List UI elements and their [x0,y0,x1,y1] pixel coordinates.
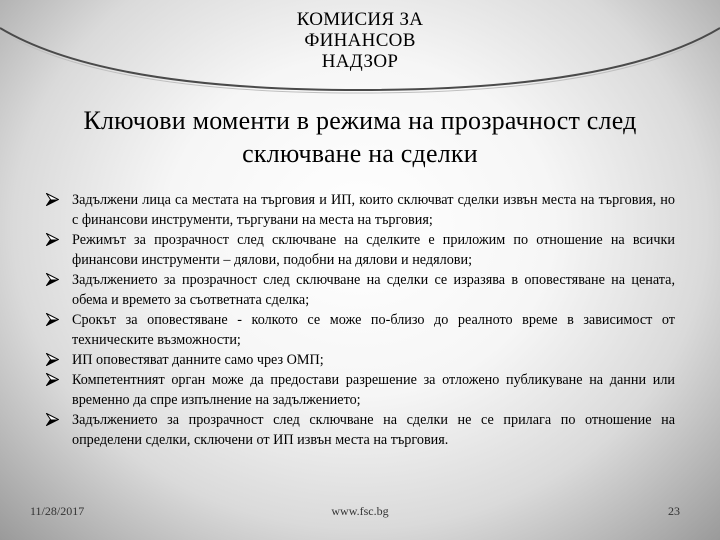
organization-name-line2: ФИНАНСОВ [304,30,416,51]
arrowhead-bullet-icon [46,413,59,426]
bullet-list [46,190,675,450]
arrowhead-bullet-icon [46,233,59,246]
bullet-item [46,370,675,410]
bullet-item [46,310,675,350]
footer-date: 11/28/2017 [30,504,85,518]
bullet-item [46,230,675,270]
bullet-text: ИП оповестяват данните само чрез ОМП; [72,352,324,368]
bullet-item [46,190,675,230]
slide-title-line2: сключване на сделки [242,139,478,168]
header-banner [0,0,720,95]
organization-name-line1: КОМИСИЯ ЗА [296,9,424,30]
footer-page-number: 23 [668,504,680,518]
bullet-text: Задължението за прозрачност след сключване на сделки се изразява в оповестяване на цената, обема и времето за съответната сделка; [72,272,675,308]
bullet-text: Срокът за оповестяване - колкото се може по-близо до реалното време в зависимост от техническите възможности; [72,312,675,348]
arrowhead-bullet-icon [46,373,59,386]
arrowhead-bullet-icon [46,353,59,366]
bullet-text: Компетентният орган може да предостави разрешение за отложено публикуване на данни или временно да спре изпълнение на задължението; [72,372,675,408]
bullet-text: Задължени лица са местата на търговия и ИП, които сключват сделки извън места на търговия, но с финансови инструменти, търгувани на места на търговия; [72,192,675,228]
slide-footer [0,504,720,528]
organization-name-line3: НАДЗОР [321,51,399,72]
bullet-text: Режимът за прозрачност след сключване на сделките е приложим по отношение на всички финансови инструменти – дялови, подобни на дялови и недялови; [72,232,675,268]
slide-title-line1: Ключови моменти в режима на прозрачност след [83,106,637,135]
bullet-item [46,350,675,370]
bullet-item [46,270,675,310]
arrowhead-bullet-icon [46,273,59,286]
organization-name [0,9,720,72]
arrowhead-bullet-icon [46,313,59,326]
slide-title [20,104,700,170]
bullet-item [46,410,675,450]
arrowhead-bullet-icon [46,193,59,206]
bullet-text: Задължението за прозрачност след сключване на сделки не се прилага по отношение на определени сделки, сключени от ИП извън места на търговия. [72,412,675,448]
footer-url: www.fsc.bg [331,504,389,518]
